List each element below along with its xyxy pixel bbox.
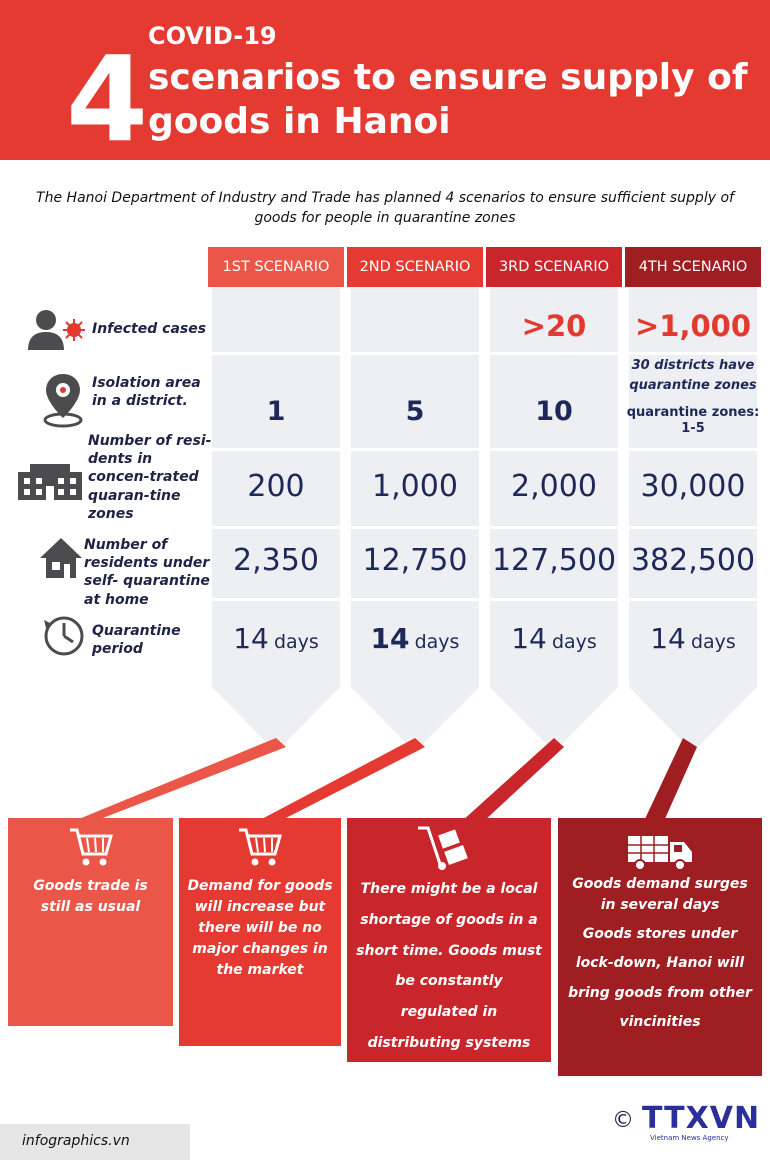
footer-site[interactable]: infographics.vn <box>22 1133 130 1149</box>
outcome-4-text-1: Goods demand surges in several days <box>572 876 748 913</box>
period-s2 <box>351 622 479 655</box>
infected-s4: >1,000 <box>634 309 752 343</box>
hand-truck-icon <box>414 824 484 872</box>
scenario-1-header: 1ST SCENARIO <box>208 247 344 287</box>
concentrated-s2: 1,000 <box>372 469 458 504</box>
label-self-quarantine: Number of residents under self- quarantine at home <box>84 537 210 608</box>
concentrated-s3: 2,000 <box>511 469 597 504</box>
period-s1 <box>212 622 340 655</box>
ttxvn-logo: TTXVN <box>642 1101 761 1136</box>
connector-3 <box>462 738 564 821</box>
label-quarantine-period: Quarantine period <box>92 623 181 658</box>
row-divider <box>208 526 761 529</box>
infected-s3: >20 <box>521 309 587 343</box>
period-s1-value: 14 <box>233 622 269 655</box>
title-line-1: scenarios to ensure supply of <box>148 57 748 98</box>
self-quarantine-s3: 127,500 <box>491 543 617 578</box>
period-s2-unit: days <box>414 631 460 653</box>
clock-icon <box>42 614 86 658</box>
outcome-box-1 <box>8 818 173 1026</box>
ttxvn-logo-subtitle: Vietnam News Agency <box>650 1134 729 1142</box>
period-s1-unit: days <box>273 631 319 653</box>
concentrated-s1: 200 <box>247 469 305 504</box>
outcome-3-text: There might be a local shortage of goods in a short time. Goods must be constantly regulated in distributing systems <box>356 881 542 1051</box>
row-divider <box>208 448 761 451</box>
house-icon <box>38 536 84 580</box>
scenario-1-column <box>212 287 340 752</box>
label-isolation-area: Isolation area in a district. <box>92 375 201 410</box>
delivery-truck-icon <box>626 828 694 872</box>
shopping-cart-icon <box>237 826 283 868</box>
connector-4 <box>644 738 697 821</box>
scenario-2-column <box>351 287 479 752</box>
outcome-box-2 <box>179 818 341 1046</box>
scenario-count: 4 <box>66 30 149 168</box>
isolation-s4-note-1: 30 districts have quarantine zones <box>629 358 757 393</box>
period-s3-unit: days <box>551 631 597 653</box>
period-s2-value: 14 <box>370 622 410 655</box>
outcome-2-text: Demand for goods will increase but there will be no major changes in the market <box>187 878 333 978</box>
period-s4 <box>629 622 757 655</box>
building-icon <box>16 462 84 502</box>
map-pin-icon <box>42 372 84 428</box>
scenario-3-column <box>490 287 618 752</box>
intro-text: The Hanoi Department of Industry and Trade has planned 4 scenarios to ensure sufficient supply of goods for people in quarantine zones <box>36 190 734 227</box>
concentrated-s4: 30,000 <box>640 469 746 504</box>
row-divider <box>208 352 761 355</box>
outcome-box-3 <box>347 818 551 1062</box>
label-concentrated-residents: Number of resi-dents in concen-trated quaran-tine zones <box>88 433 212 522</box>
period-s3 <box>490 622 618 655</box>
self-quarantine-s1: 2,350 <box>233 543 319 578</box>
scenario-2-header: 2ND SCENARIO <box>347 247 483 287</box>
shopping-cart-icon <box>68 826 114 868</box>
period-s4-unit: days <box>690 631 736 653</box>
isolation-s1: 1 <box>266 396 286 427</box>
copyright-symbol: © <box>612 1108 634 1133</box>
outcome-4-text-2: Goods stores under lock-down, Hanoi will bring goods from other vincinities <box>568 926 752 1031</box>
connector-lines <box>0 735 770 825</box>
scenario-3-header: 3RD SCENARIO <box>486 247 622 287</box>
isolation-s4-note-2: quarantine zones: 1-5 <box>626 405 760 437</box>
isolation-s3: 10 <box>535 396 573 427</box>
period-s3-value: 14 <box>511 622 547 655</box>
self-quarantine-s4: 382,500 <box>630 543 756 578</box>
pre-title: COVID-19 <box>148 22 277 50</box>
infected-person-icon <box>26 306 90 352</box>
row-divider <box>208 598 761 601</box>
isolation-s2: 5 <box>405 396 425 427</box>
period-s4-value: 14 <box>650 622 686 655</box>
outcome-1-text: Goods trade is still as usual <box>33 878 148 915</box>
connector-1 <box>74 738 286 821</box>
label-infected-cases: Infected cases <box>92 321 207 337</box>
scenario-4-header: 4TH SCENARIO <box>625 247 761 287</box>
outcome-box-4 <box>558 818 762 1076</box>
self-quarantine-s2: 12,750 <box>362 543 468 578</box>
connector-2 <box>258 738 425 821</box>
title-line-2: goods in Hanoi <box>148 101 451 142</box>
